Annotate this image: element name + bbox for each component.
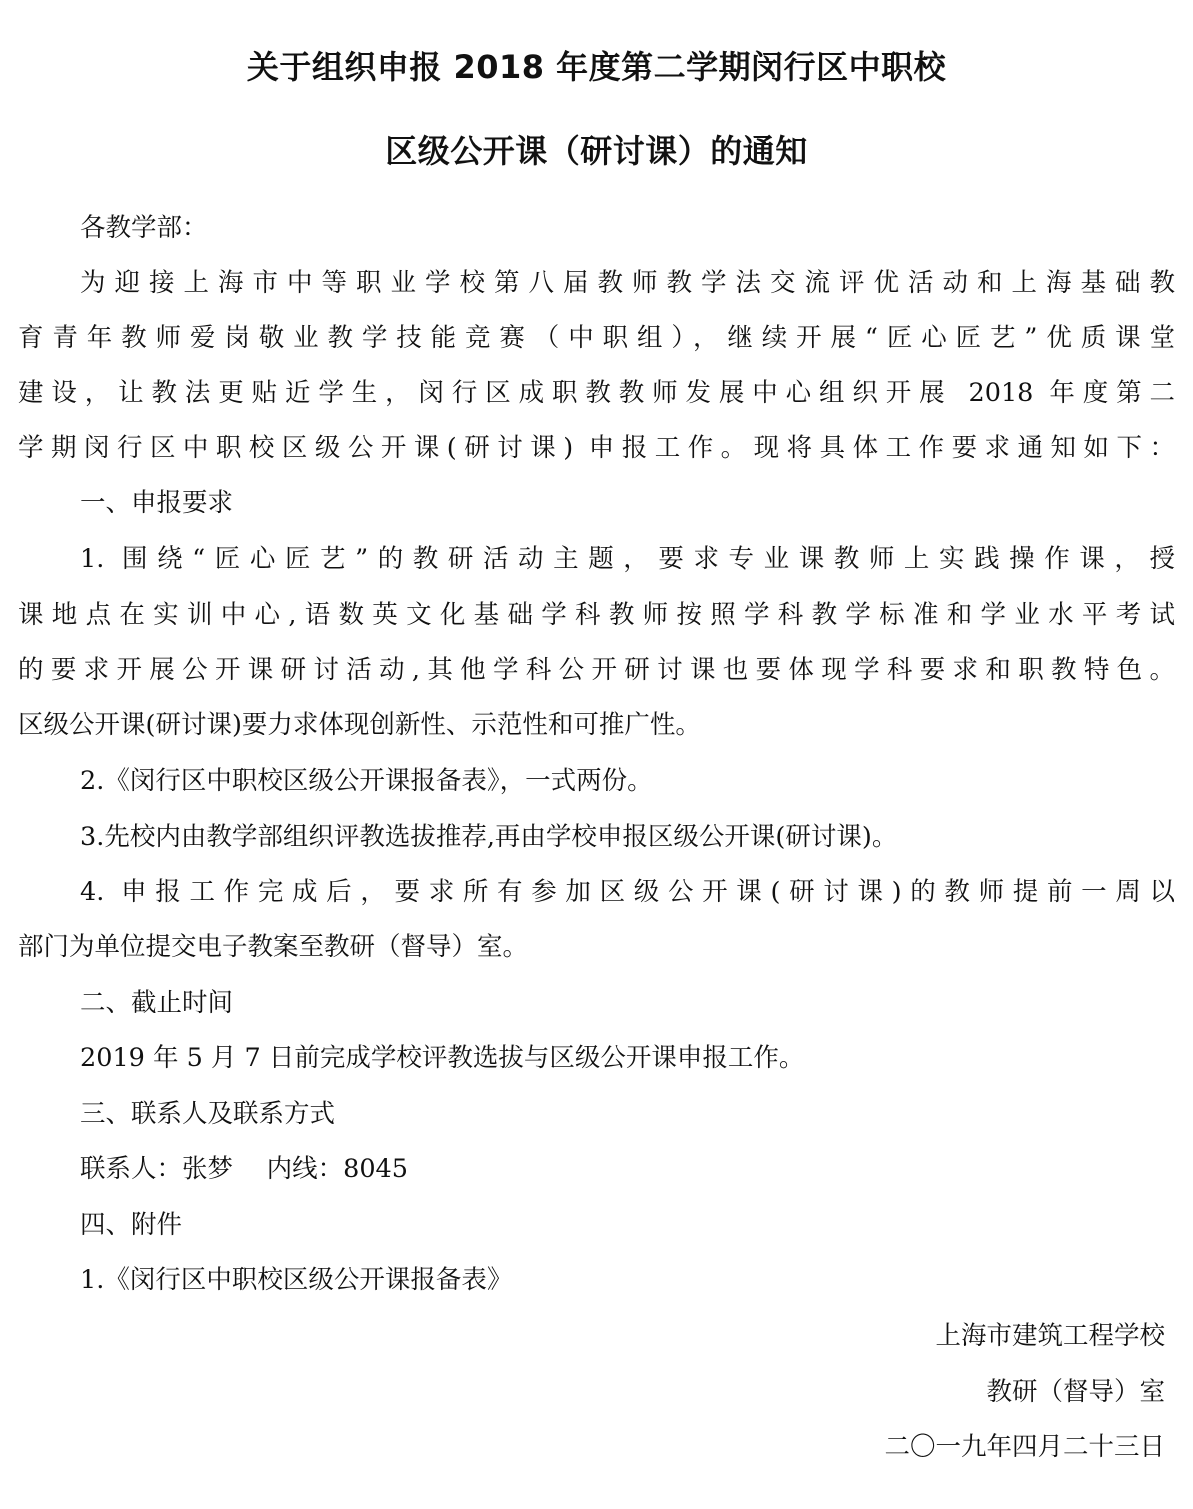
signature-date: 二〇一九年四月二十三日 <box>884 1432 1165 1462</box>
intro-line-2: 育青年教师爱岗敬业教学技能竞赛（中职组），继续开展“匠心匠艺”优质课堂 <box>18 323 1175 353</box>
salutation: 各教学部： <box>80 213 208 243</box>
intro-line-1: 为迎接上海市中等职业学校第八届教师教学法交流评优活动和上海基础教 <box>80 268 1175 298</box>
section-heading-requirements: 一、申报要求 <box>80 488 234 518</box>
document-title-line-1: 关于组织申报 2018 年度第二学期闵行区中职校 <box>246 48 947 86</box>
section-heading-contact: 三、联系人及联系方式 <box>80 1099 336 1129</box>
deadline-text: 2019 年 5 月 7 日前完成学校评教选拔与区级公开课申报工作。 <box>80 1043 805 1073</box>
contact-text: 联系人：张梦 内线：8045 <box>80 1154 409 1184</box>
intro-line-3: 建设，让教法更贴近学生，闵行区成职教教师发展中心组织开展 2018 年度第二 <box>18 378 1175 408</box>
item2: 2.《闵行区中职校区级公开课报备表》，一式两份。 <box>80 766 653 796</box>
item1-line-4: 区级公开课(研讨课)要力求体现创新性、示范性和可推广性。 <box>18 710 701 740</box>
section-heading-deadline: 二、截止时间 <box>80 988 234 1018</box>
item4-line-2: 部门为单位提交电子教案至教研（督导）室。 <box>18 932 529 962</box>
signature-org: 上海市建筑工程学校 <box>935 1321 1165 1351</box>
section-heading-attachment: 四、附件 <box>80 1210 183 1240</box>
item1-line-3: 的要求开展公开课研讨活动,其他学科公开研讨课也要体现学科要求和职教特色。 <box>18 655 1175 685</box>
item1-line-2: 课地点在实训中心,语数英文化基础学科教师按照学科教学标准和学业水平考试 <box>18 600 1175 630</box>
attachment-item: 1.《闵行区中职校区级公开课报备表》 <box>80 1265 513 1295</box>
intro-line-4: 学期闵行区中职校区级公开课(研讨课) 申报工作。现将具体工作要求通知如下： <box>18 433 1175 463</box>
item1-line-1: 1. 围绕“匠心匠艺”的教研活动主题，要求专业课教师上实践操作课，授 <box>80 544 1175 574</box>
item4-line-1: 4. 申报工作完成后，要求所有参加区级公开课(研讨课)的教师提前一周以 <box>80 877 1175 907</box>
signature-dept: 教研（督导）室 <box>986 1377 1165 1407</box>
document-title-line-2: 区级公开课（研讨课）的通知 <box>385 132 808 170</box>
item3: 3.先校内由教学部组织评教选拔推荐,再由学校申报区级公开课(研讨课)。 <box>80 822 898 852</box>
